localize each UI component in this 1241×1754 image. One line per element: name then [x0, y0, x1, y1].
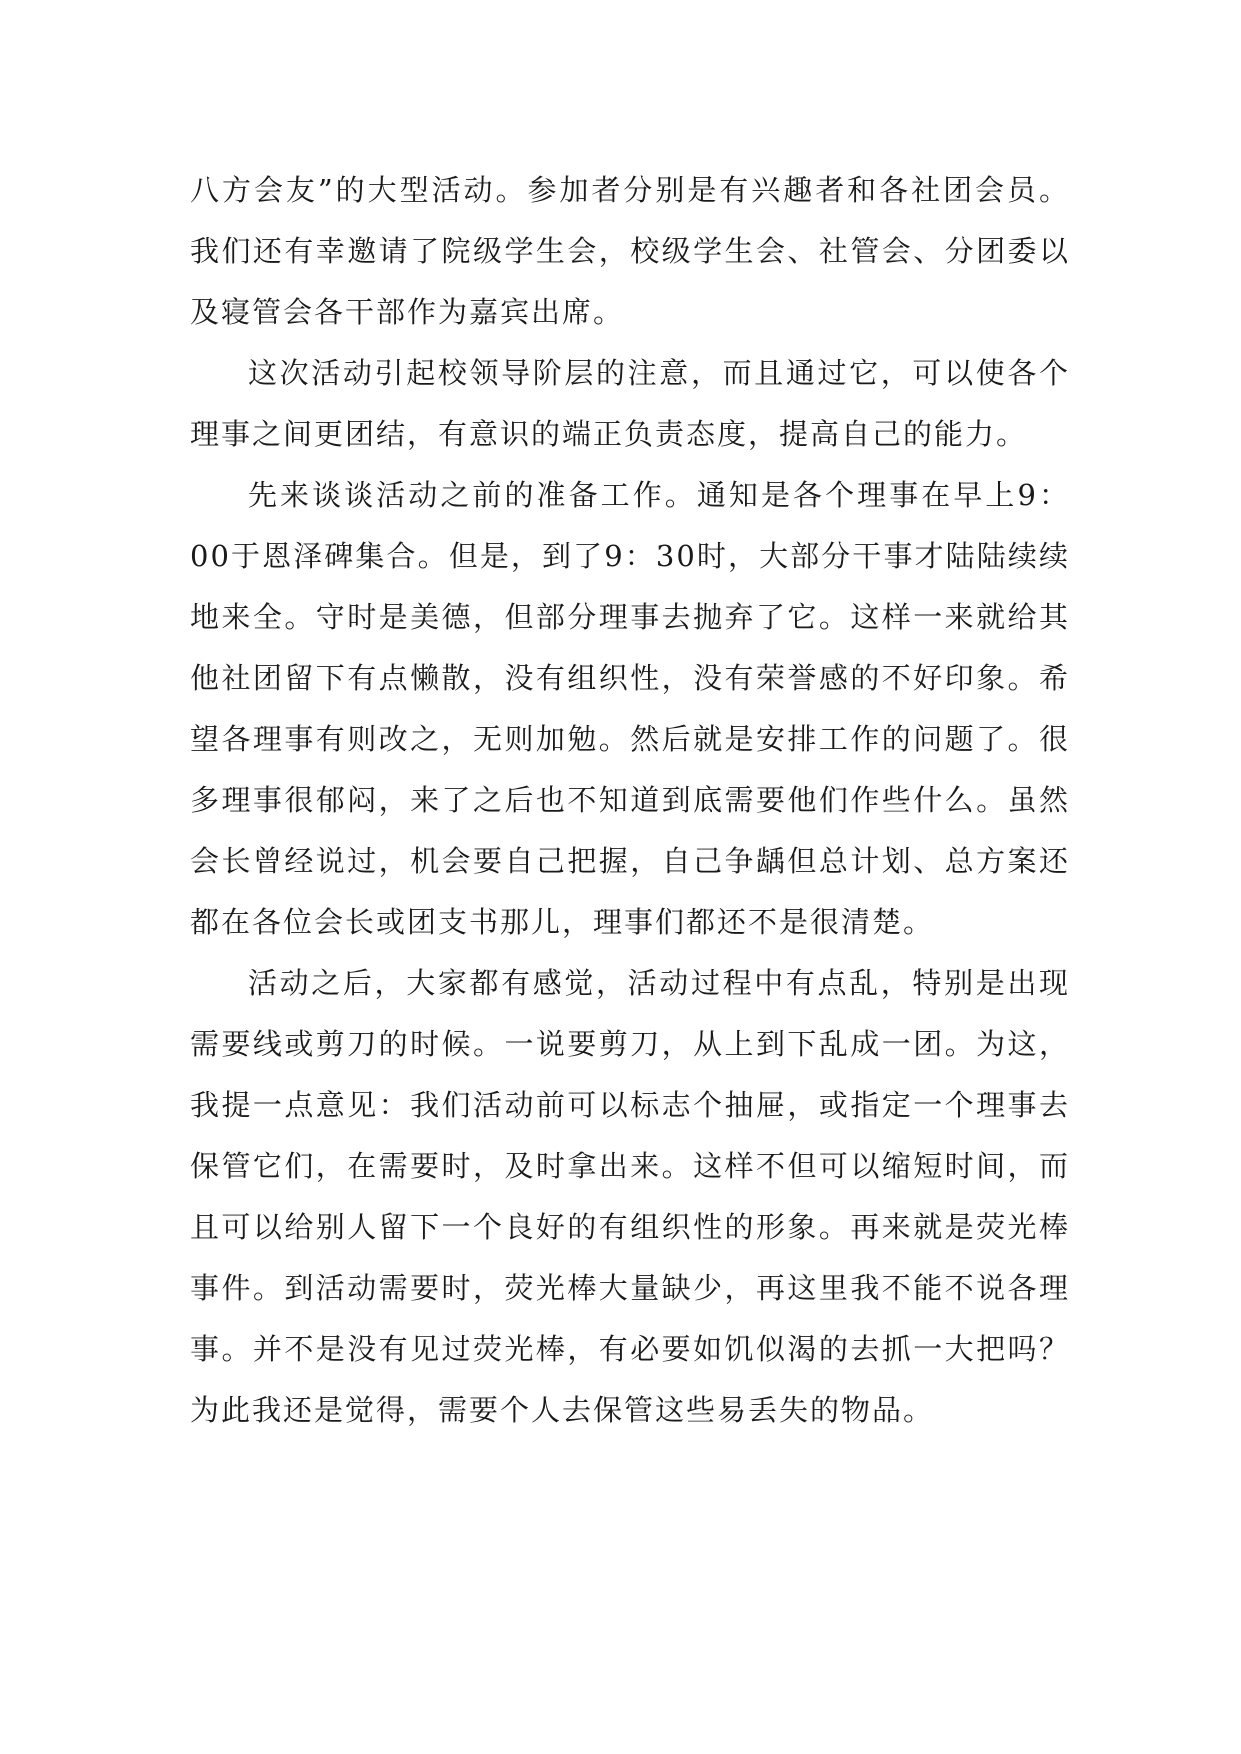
- paragraph-3: 先来谈谈活动之前的准备工作。通知是各个理事在早上9：00于恩泽碑集合。但是，到了9：30时，大部分干事才陆陆续续地来全。守时是美德，但部分理事去抛弃了它。这样一来就给其他社团留下有点懒散，没有组织性，没有荣誉感的不好印象。希望各理事有则改之，无则加勉。然后就是安排工作的问题了。很多理事很郁闷，来了之后也不知道到底需要他们作些什么。虽然会长曾经说过，机会要自己把握，自己争龋但总计划、总方案还都在各位会长或团支书那儿，理事们都还不是很清楚。: [190, 478, 1070, 939]
- paragraph-2: 这次活动引起校领导阶层的注意，而且通过它，可以使各个理事之间更团结，有意识的端正负责态度，提高自己的能力。: [190, 356, 1070, 451]
- paragraph-4: 活动之后，大家都有感觉，活动过程中有点乱，特别是出现需要线或剪刀的时候。一说要剪刀，从上到下乱成一团。为这，我提一点意见：我们活动前可以标志个抽屉，或指定一个理事去保管它们，在需要时，及时拿出来。这样不但可以缩短时间，而且可以给别人留下一个良好的有组织性的形象。再来就是荧光棒事件。到活动需要时，荧光棒大量缺少，再这里我不能不说各理事。并不是没有见过荧光棒，有必要如饥似渴的去抓一大把吗？为此我还是觉得，需要个人去保管这些易丢失的物品。: [190, 966, 1070, 1427]
- document-body: [190, 160, 1070, 1441]
- paragraph-1: 八方会友”的大型活动。参加者分别是有兴趣者和各社团会员。我们还有幸邀请了院级学生会，校级学生会、社管会、分团委以及寝管会各干部作为嘉宾出席。: [190, 173, 1070, 329]
